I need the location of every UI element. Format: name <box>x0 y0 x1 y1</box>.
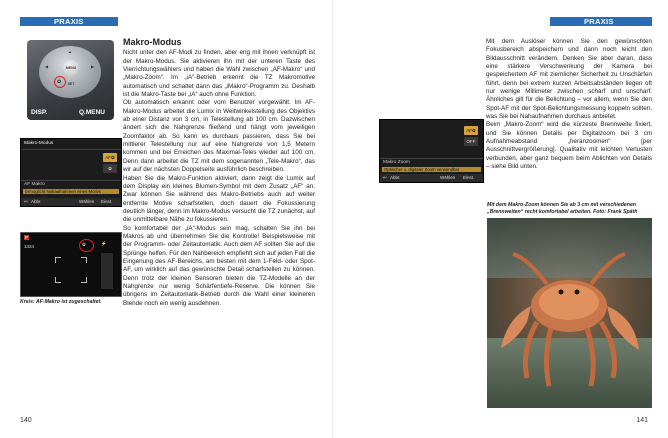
camera-dial-photo <box>27 40 114 120</box>
paragraph: Nicht unter den AF-Modi zu finden, aber eng mit ihnen verknüpft ist der Makro-Modus. Sie aktivieren ihn mit der unteren Taste des Vierrichtungswählers und haben die Wahl zwischen „AF-Makro“ und „Makro-Zoom“. Im „iA“-Betrieb erkennt die TZ Makromotive automatisch und schaltet dann das „iMakro“-Programm zu. Deshalb ist die Makro-Taste bei „iA“ auch ohne Funktion. <box>123 49 315 99</box>
lcd-viewfinder <box>20 232 122 297</box>
paragraph: Haben Sie die Makro-Funktion aktiviert, dann zeigt die Lumix auf dem Display ein kleines Blumen-Symbol mit dem Zusatz „AF“ an. Zwar können Sie während des Makro-Betriebs auch auf weiter entfernte Motive scharfstellen, doch dauert die Fokussierung deutlich länger, denn im Makro-Modus versucht die TZ zunächst, auf die unmittelbare Nähe zu fokussieren. <box>123 174 315 224</box>
paragraph: Beim „Makro-Zoom“ wird die kürzeste Brennweite fixiert, und Sie können Details per Digitalzoom bei 3 cm Aufnahmeabstand „heranzoomen“ [per Ausschnittvergrößerung]. Qualitativ mit leichten Verlusten verbunden, aber ganz bequem beim Ablichten von Details – siehe Bild unten. <box>486 121 652 171</box>
right-body-column <box>486 38 652 172</box>
four-way-dial <box>39 46 101 98</box>
section-bar-right <box>550 17 652 26</box>
off-option: OFF <box>464 137 478 146</box>
crab-macro-photo <box>487 218 652 408</box>
set-label: Einst. <box>463 175 475 180</box>
af-macro-option-icon: AF✿ <box>464 126 478 135</box>
lcd-option-label: AF Makro <box>24 182 45 187</box>
dial-arrow-left-icon: ◀ <box>45 64 49 69</box>
set-label: Einst. <box>101 199 113 204</box>
back-label: Abbr. <box>390 175 401 180</box>
af-macro-option-icon: AF✿ <box>103 153 117 162</box>
af-macro-icon: ✿ <box>82 242 86 247</box>
lcd-hint-text: Optischer u. digitaler Zoom verwendbar <box>382 167 481 172</box>
af-frame-corner <box>55 257 61 263</box>
section-label: PRAXIS <box>54 17 84 26</box>
dial-arrow-up-icon: ▲ <box>68 49 72 54</box>
shot-count: 1334 <box>24 244 35 249</box>
back-arrow-icon: ↩ <box>24 199 28 204</box>
lcd-menu-af-macro <box>20 138 122 207</box>
lcd-divider <box>380 158 483 159</box>
dial-arrow-right-icon: ▶ <box>91 64 95 69</box>
lcd-option-label: Makro Zoom <box>383 160 410 165</box>
section-heading: Makro-Modus <box>123 37 182 47</box>
menu-set-button: MENU SET <box>63 60 79 76</box>
back-label: Abbr. <box>31 199 42 204</box>
section-bar-left <box>20 17 118 26</box>
lcd-footer <box>380 174 483 182</box>
left-body-column <box>123 38 315 308</box>
select-label: Wählen <box>440 175 456 180</box>
crab-illustration <box>487 218 652 408</box>
caption-left: Kreis: AF-Makro ist zugeschaltet. <box>20 299 102 305</box>
lcd-hint-text: Ermöglicht Nahaufnahmen eines Motivs <box>23 189 119 194</box>
back-arrow-icon: ↩ <box>383 175 387 180</box>
lcd-menu-macro-zoom <box>379 119 484 183</box>
macro-zoom-option-icon: ✿ <box>103 164 117 173</box>
lcd-footer <box>21 198 121 206</box>
af-frame-corner <box>55 277 61 283</box>
lcd-menu-title: Makro-Modus <box>24 141 54 146</box>
paragraph: Mit dem Auslöser können Sie den gewünschten Fokusbereich abspeichern und dann noch leicht den Bildausschnitt verändern. Denken Sie aber daran, dass eine stärkere Verschwenkung der Kamera bei gespeichertem AF mit ziemlicher Sicherheit zu Unschärfen führt, denn bei extrem kurzen Arbeitsabständen liegen oft nur wenige Millimeter zwischen scharf und unscharf. Ähnliches gilt für die Belichtung – vor allem, wenn Sie den Spot-AF mit der Spot-Belichtungsmessung koppeln sollten, was Sie bei Nahaufnahmen durchaus anbietet. <box>486 38 652 121</box>
lcd-divider <box>21 180 121 181</box>
select-label: Wählen <box>79 199 95 204</box>
program-mode-badge: P <box>25 235 29 240</box>
section-label: PRAXIS <box>584 17 614 26</box>
af-frame-corner <box>81 277 87 283</box>
right-page <box>334 0 668 438</box>
page-number-left: 140 <box>20 417 32 424</box>
caption-right: Mit dem Makro-Zoom können Sie ab 3 cm mit verschiedenen „Brennweiten“ recht komfortabel arbeiten. Foto: Frank Späth <box>487 202 638 215</box>
disp-label: DISP. <box>31 109 48 116</box>
page-number-right: 141 <box>636 417 648 424</box>
side-icon-column <box>101 253 113 289</box>
flower-macro-icon: ✿ <box>57 79 62 85</box>
af-frame-corner <box>81 257 87 263</box>
lcd-divider <box>21 149 121 150</box>
qmenu-label: Q.MENU <box>79 109 105 116</box>
paragraph: So komfortabel der „iA“-Modus sein mag, schalten Sie ihn bei Makros ab und übernehmen Sie die Kontrolle! Beispielsweise mit der Programm- oder Zeitautomatik. Auch dem AF sollten Sie auf die Sprünge helfen. Für den Nahbereich empfiehlt sich auf jeden Fall die Eingenung des AF-Bereichs, am besten mit dem 1-Feld- oder Spot-AF, um wirklich auf das gewünschte Detail scharfstellen zu können. Denn trotz der kleinen Sensoren bieten die TZ-Modelle an der Nahgrenze nur wenig Schärfentiefe-Reserve. Die können Sie übrigens im Zeitautomatik-Betrieb durch die Wahl einer kleineren Blende noch ein wenig ausdehnen. <box>123 224 315 307</box>
flash-icon: ⚡ <box>101 241 107 246</box>
paragraph: Ob automatisch erkannt oder vom Benutzer vorgewählt: Im AF-Makro-Modus arbeitet die Lumix in Weitwinkelstellung des Objektivs ab einer Distanz von 3 cm, in Telestellung ab 100 cm. Dazwischen ändert sich die Nahgrenze fließend und hängt vom jeweiligen Zoomfaktor ab. So kann es durchaus passieren, dass Sie bei mittlerer Telestellung nur auf eine Nahgrenze von 1,5 Metern kommen und bei Erreichen des Maximal-Teles wieder auf 100 cm. Denn dann arbeitet die TZ mit dem sogenannten „Tele-Makro“, das wir auf der nächsten Doppelseite ausführlich beschreiben. <box>123 99 315 174</box>
